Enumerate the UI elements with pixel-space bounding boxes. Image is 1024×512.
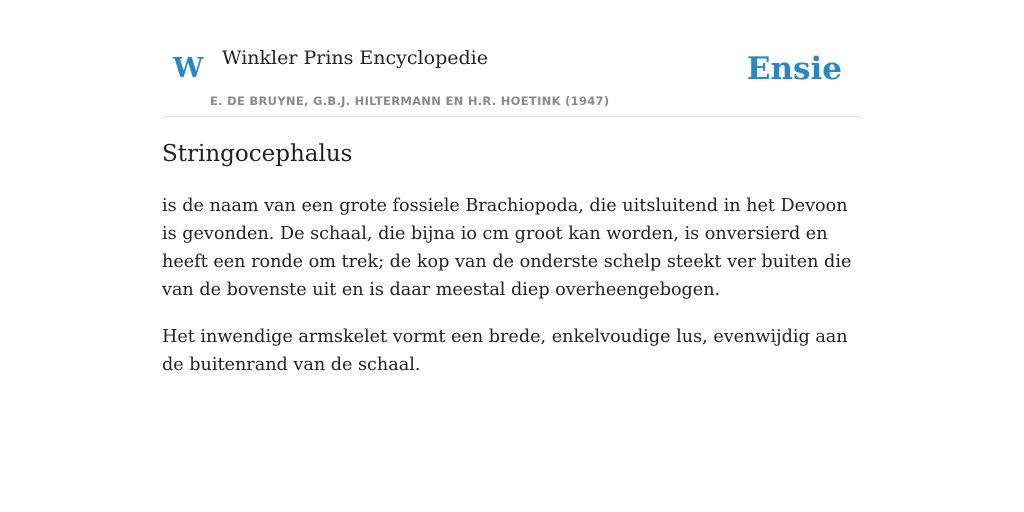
entry-paragraph: is de naam van een grote fossiele Brachiopoda, die uitsluitend in het Devoon is gevonden. De schaal, die bijna io cm groot kan worden, is onversierd en heeft een ronde om trek; de kop van de onderste schelp steekt ver buiten die van de bovenste uit en is daar meestal diep overheengebogen. — [162, 196, 852, 300]
source-authors: E. DE BRUYNE, G.B.J. HILTERMANN EN H.R. HOETINK (1947) — [210, 94, 610, 108]
entry-paragraph: Het inwendige armskelet vormt een brede, enkelvoudige lus, evenwijdig aan de buitenrand van de schaal. — [162, 327, 848, 375]
entry-body — [162, 192, 862, 398]
entry-title: Stringocephalus — [162, 141, 353, 167]
source-title[interactable]: Winkler Prins Encyclopedie — [222, 47, 488, 69]
ensie-brand-link[interactable]: Ensie — [746, 51, 842, 87]
source-header — [162, 0, 862, 117]
winkler-prins-logo-icon[interactable]: W — [173, 53, 204, 84]
